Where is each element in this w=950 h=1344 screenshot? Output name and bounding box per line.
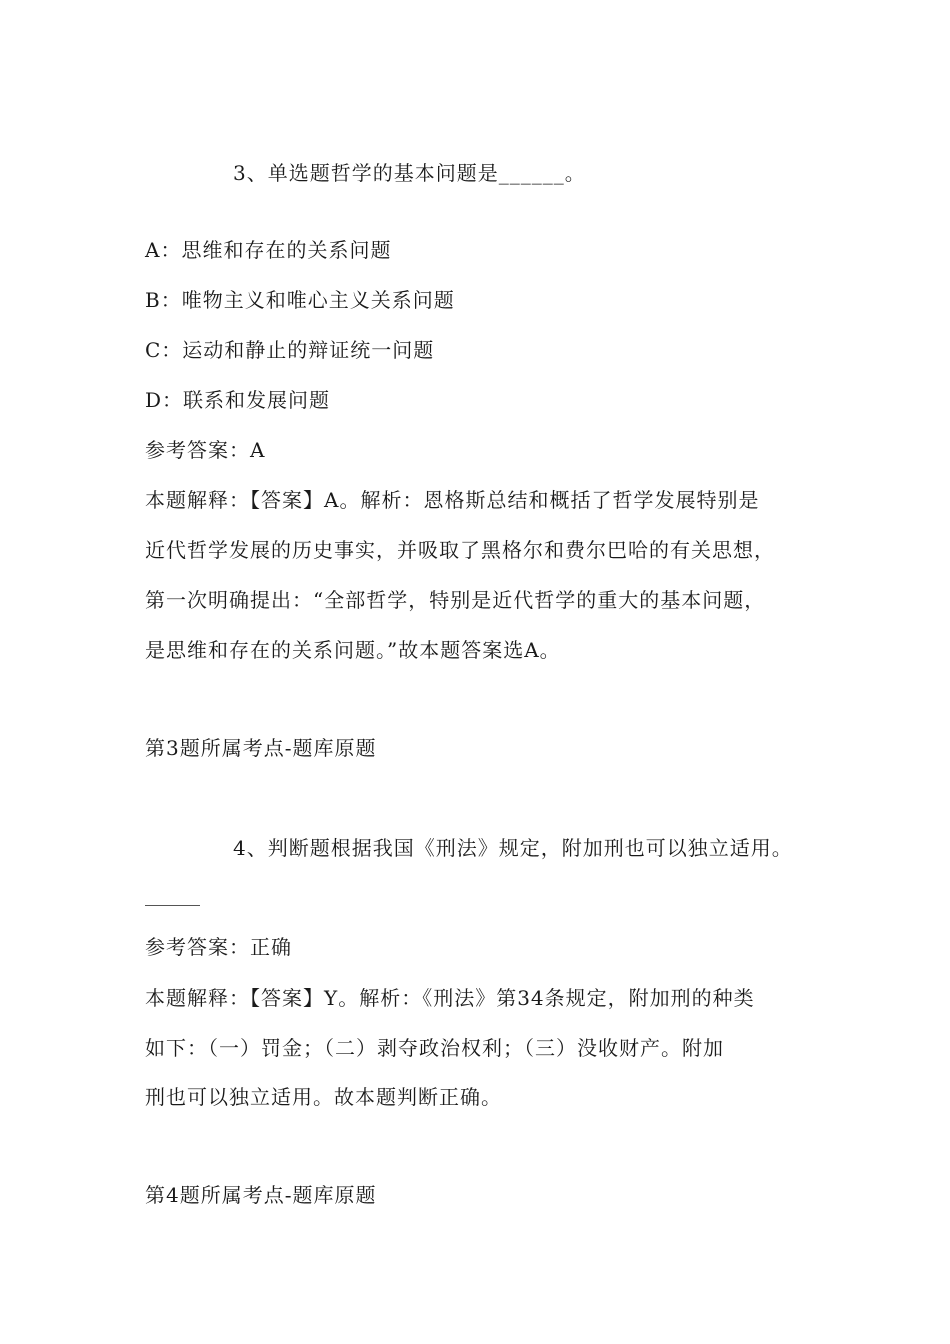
question-3-topic: 第3题所属考点-题库原题	[145, 736, 377, 760]
question-4-explanation-line: 本题解释：【答案】Y。解析：《刑法》第34条规定，附加刑的种类	[145, 986, 755, 1010]
question-4-explanation-line: 刑也可以独立适用。故本题判断正确。	[145, 1085, 502, 1109]
question-3-option-a: A：思维和存在的关系问题	[145, 238, 392, 262]
question-3-option-d: D：联系和发展问题	[145, 388, 331, 412]
question-4-explanation-line: 如下：（一）罚金；（二）剥夺政治权利；（三）没收财产。附加	[145, 1036, 724, 1060]
question-3-explanation-line: 是思维和存在的关系问题。”故本题答案选A。	[145, 638, 561, 662]
question-3-answer: 参考答案：A	[145, 438, 266, 462]
question-3-explanation-line: 第一次明确提出：“全部哲学，特别是近代哲学的重大的基本问题，	[145, 588, 766, 612]
question-4-answer: 参考答案：正确	[145, 935, 292, 959]
question-3-option-c: C：运动和静止的辩证统一问题	[145, 338, 435, 362]
question-3-explanation-line: 本题解释：【答案】A。解析：恩格斯总结和概括了哲学发展特别是	[145, 488, 760, 512]
question-3-explanation-line: 近代哲学发展的历史事实，并吸取了黑格尔和费尔巴哈的有关思想，	[145, 538, 775, 562]
question-3-stem: 3、单选题哲学的基本问题是______。	[233, 161, 586, 185]
question-4-topic: 第4题所属考点-题库原题	[145, 1183, 377, 1207]
answer-blank-line	[145, 905, 200, 906]
question-4-stem: 4、判断题根据我国《刑法》规定，附加刑也可以独立适用。	[233, 836, 793, 860]
question-3-option-b: B：唯物主义和唯心主义关系问题	[145, 288, 455, 312]
